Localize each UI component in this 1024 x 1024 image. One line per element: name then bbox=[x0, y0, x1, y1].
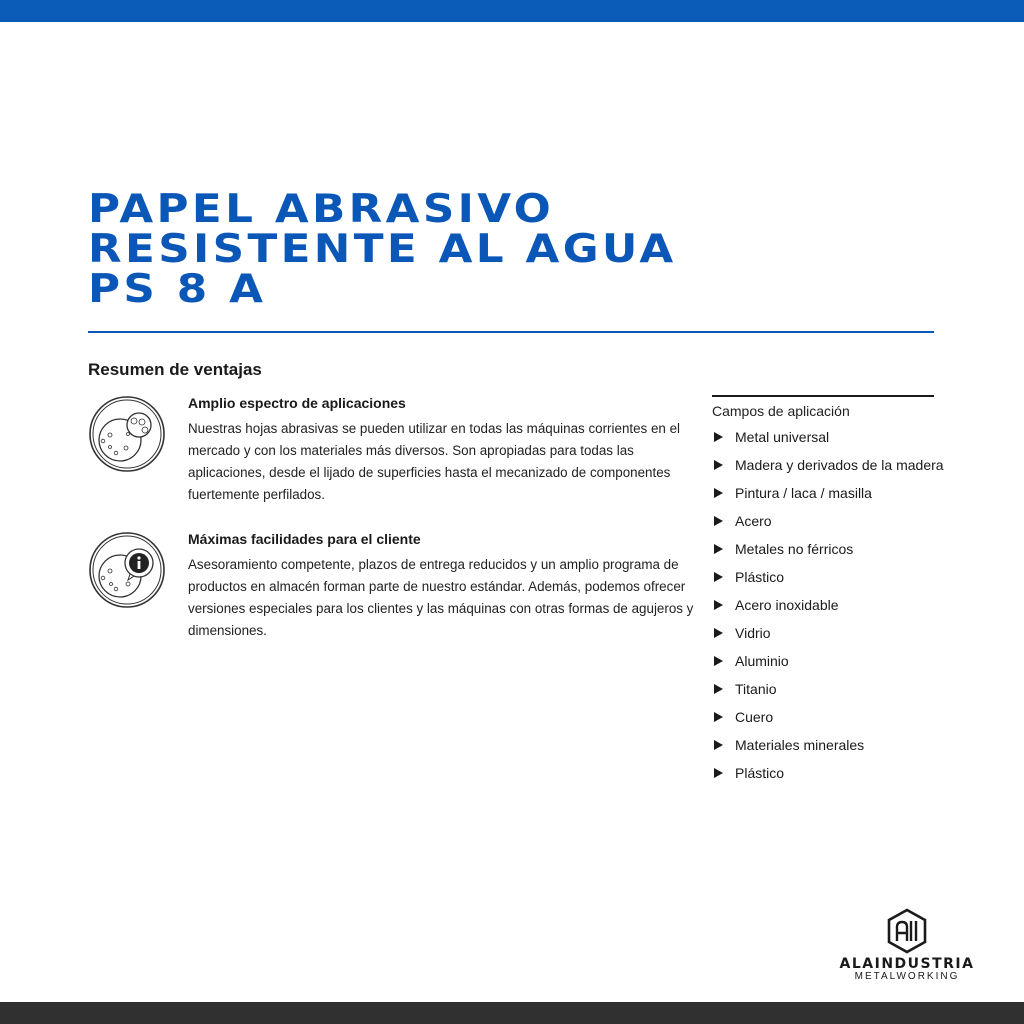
triangle-bullet-icon bbox=[714, 600, 723, 610]
bottom-color-bar bbox=[0, 1002, 1024, 1024]
customer-info-icon bbox=[88, 531, 166, 609]
application-label: Madera y derivados de la madera bbox=[735, 457, 944, 473]
list-item bbox=[712, 591, 934, 619]
list-item bbox=[712, 423, 934, 451]
application-label: Pintura / laca / masilla bbox=[735, 485, 872, 501]
title-line-1: PAPEL ABRASIVO bbox=[88, 187, 555, 232]
application-label: Materiales minerales bbox=[735, 737, 865, 753]
list-item bbox=[712, 731, 934, 759]
triangle-bullet-icon bbox=[714, 712, 723, 722]
triangle-bullet-icon bbox=[714, 572, 723, 582]
triangle-bullet-icon bbox=[714, 768, 723, 778]
triangle-bullet-icon bbox=[714, 516, 723, 526]
title-line-3: PS 8 A bbox=[88, 267, 267, 312]
applications-list bbox=[712, 423, 944, 787]
list-item bbox=[712, 535, 934, 563]
application-label: Titanio bbox=[735, 681, 777, 697]
advantage-text: Asesoramiento competente, plazos de entrega reducidos y un amplio programa de productos en almacén forman parte de nuestro estándar. Además, podemos ofrecer versiones especiales para los clientes y las máquinas con otras formas de agujeros y dimensiones. bbox=[188, 557, 694, 638]
logo-name: ALAINDUSTRIA bbox=[839, 956, 975, 972]
application-label: Vidrio bbox=[735, 625, 771, 641]
company-logo bbox=[822, 908, 992, 982]
title-line-2: RESISTENTE AL AGUA bbox=[88, 227, 677, 272]
list-item bbox=[712, 759, 934, 787]
title-divider bbox=[88, 331, 934, 333]
page-title bbox=[88, 187, 677, 312]
list-item bbox=[712, 563, 934, 591]
application-label: Aluminio bbox=[735, 653, 789, 669]
triangle-bullet-icon bbox=[714, 628, 723, 638]
applications-heading: Campos de aplicación bbox=[712, 403, 850, 419]
triangle-bullet-icon bbox=[714, 684, 723, 694]
list-item bbox=[712, 451, 944, 479]
application-label: Metal universal bbox=[735, 429, 830, 445]
application-label: Acero bbox=[735, 513, 772, 529]
list-item bbox=[712, 703, 934, 731]
triangle-bullet-icon bbox=[714, 488, 723, 498]
applications-divider bbox=[712, 395, 934, 397]
advantage-title: Máximas facilidades para el cliente bbox=[188, 531, 421, 547]
list-item bbox=[712, 647, 934, 675]
advantage-text: Nuestras hojas abrasivas se pueden utilizar en todas las máquinas corrientes en el mercado y con los materiales más diversos. Son apropiadas para todas las aplicaciones, desde el lijado de superficies hasta el mecanizado de componentes fuertemente perfilados. bbox=[188, 421, 681, 502]
application-label: Cuero bbox=[735, 709, 774, 725]
triangle-bullet-icon bbox=[714, 740, 723, 750]
triangle-bullet-icon bbox=[714, 656, 723, 666]
applications-panel bbox=[712, 395, 944, 787]
application-label: Plástico bbox=[735, 569, 785, 585]
list-item bbox=[712, 479, 934, 507]
top-color-bar bbox=[0, 0, 1024, 22]
abrasive-disc-icon bbox=[88, 395, 166, 473]
list-item bbox=[712, 619, 934, 647]
application-label: Acero inoxidable bbox=[735, 597, 839, 613]
triangle-bullet-icon bbox=[714, 544, 723, 554]
triangle-bullet-icon bbox=[714, 432, 723, 442]
list-item bbox=[712, 675, 934, 703]
application-label: Plástico bbox=[735, 765, 785, 781]
alaindustria-logo-icon bbox=[886, 908, 928, 954]
triangle-bullet-icon bbox=[714, 460, 723, 470]
advantages-heading: Resumen de ventajas bbox=[88, 360, 262, 379]
logo-tagline: METALWORKING bbox=[854, 971, 960, 982]
advantage-title: Amplio espectro de aplicaciones bbox=[188, 395, 406, 411]
application-label: Metales no férricos bbox=[735, 541, 854, 557]
list-item bbox=[712, 507, 934, 535]
